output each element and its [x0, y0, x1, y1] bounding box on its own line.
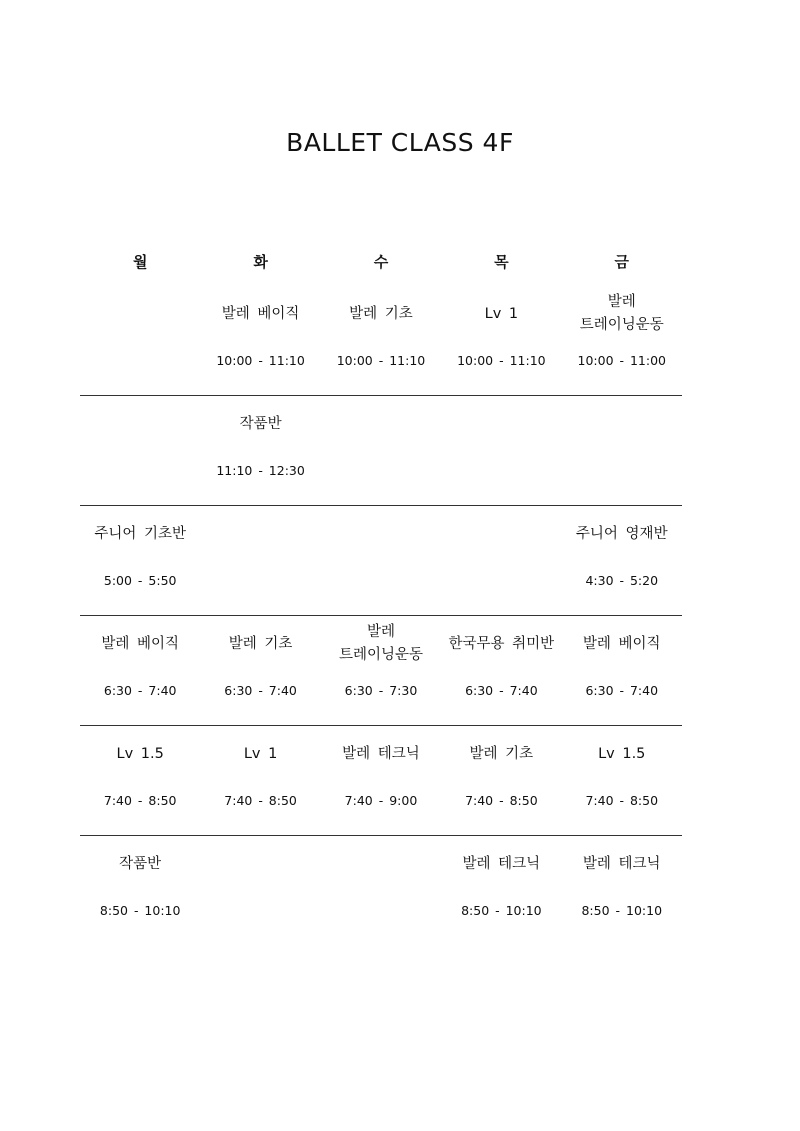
class-name: 발레 베이직 — [582, 635, 661, 652]
class-cell-tue — [200, 506, 320, 615]
class-cell-thu — [441, 726, 561, 835]
class-name: 주니어 영재반 — [575, 525, 668, 542]
class-cell-fri — [562, 836, 682, 946]
class-time — [200, 896, 320, 926]
class-time: 10:00 - 11:10 — [457, 353, 546, 368]
class-time: 10:00 - 11:10 — [216, 353, 305, 368]
class-cell-mon — [80, 616, 200, 725]
class-cell-fri — [562, 726, 682, 835]
class-name: 한국무용 취미반 — [448, 635, 555, 652]
class-name: 발레 테크닉 — [342, 745, 420, 762]
class-time — [321, 566, 441, 596]
class-name: 발레 트레이닝운동 — [579, 294, 664, 333]
class-time: 6:30 - 7:30 — [344, 683, 418, 698]
class-cell-thu — [441, 284, 561, 395]
class-name: 주니어 기초반 — [94, 525, 187, 542]
class-cell-tue — [200, 284, 320, 395]
day-header-tue: 화 — [253, 253, 268, 271]
class-time — [441, 456, 561, 486]
class-time — [80, 456, 200, 486]
class-name — [80, 286, 200, 342]
class-time: 7:40 - 9:00 — [344, 793, 418, 808]
class-time: 6:30 - 7:40 — [465, 683, 538, 698]
class-time: 7:40 - 8:50 — [224, 793, 297, 808]
class-cell-tue — [200, 836, 320, 946]
page-title: BALLET CLASS 4F — [286, 128, 514, 157]
class-name — [321, 396, 441, 452]
class-time: 8:50 - 10:10 — [99, 903, 181, 918]
class-name: 발레 테크닉 — [582, 855, 661, 872]
class-time: 6:30 - 7:40 — [224, 683, 297, 698]
class-name: 작품반 — [239, 415, 282, 432]
class-cell-fri — [562, 616, 682, 725]
class-time: 8:50 - 10:10 — [581, 903, 663, 918]
class-time: 10:00 - 11:10 — [336, 353, 426, 368]
class-cell-mon — [80, 726, 200, 835]
day-header-wed: 수 — [373, 253, 389, 271]
class-time: 7:40 - 8:50 — [585, 793, 659, 808]
schedule-row — [80, 616, 682, 726]
class-name: 발레 베이직 — [221, 305, 300, 322]
class-cell-thu — [441, 506, 561, 615]
schedule-row — [80, 726, 682, 836]
class-name — [562, 396, 682, 452]
class-cell-fri — [562, 506, 682, 615]
class-time: 4:30 - 5:20 — [585, 573, 659, 588]
class-name: Lv 1.5 — [598, 745, 646, 762]
class-time — [321, 896, 441, 926]
class-name: 발레 베이직 — [101, 635, 180, 652]
class-cell-thu — [441, 396, 561, 505]
schedule-table — [80, 240, 682, 946]
class-cell-wed — [321, 726, 441, 835]
class-name: 발레 기초 — [228, 635, 293, 652]
class-time: 11:10 - 12:30 — [216, 463, 305, 478]
class-cell-wed — [321, 284, 441, 395]
class-name: 발레 기초 — [349, 305, 413, 322]
class-name: Lv 1 — [243, 745, 278, 762]
class-name: 발레 트레이닝운동 — [338, 624, 423, 663]
class-cell-wed — [321, 506, 441, 615]
class-time: 8:50 - 10:10 — [461, 903, 542, 918]
class-name — [321, 506, 441, 562]
class-time: 10:00 - 11:00 — [577, 353, 667, 368]
class-cell-wed — [321, 396, 441, 505]
class-time — [321, 456, 441, 486]
schedule-row — [80, 506, 682, 616]
schedule-row — [80, 836, 682, 946]
class-time — [200, 566, 320, 596]
class-cell-thu — [441, 836, 561, 946]
schedule-rows — [80, 284, 682, 946]
class-name: 발레 테크닉 — [462, 855, 541, 872]
class-cell-mon — [80, 284, 200, 395]
class-time — [441, 566, 561, 596]
class-cell-tue — [200, 616, 320, 725]
day-header-fri: 금 — [614, 253, 629, 271]
day-header-thu: 목 — [494, 253, 509, 271]
class-time — [80, 346, 200, 376]
class-cell-wed — [321, 836, 441, 946]
class-cell-tue — [200, 396, 320, 505]
class-name — [80, 396, 200, 452]
class-cell-mon — [80, 836, 200, 946]
class-time — [562, 456, 682, 486]
class-time: 7:40 - 8:50 — [465, 793, 538, 808]
class-cell-fri — [562, 284, 682, 395]
class-name — [200, 836, 320, 892]
class-name: Lv 1 — [484, 305, 519, 322]
class-name: 발레 기초 — [469, 745, 534, 762]
class-name — [321, 836, 441, 892]
class-cell-fri — [562, 396, 682, 505]
schedule-row — [80, 284, 682, 396]
class-cell-thu — [441, 616, 561, 725]
class-cell-tue — [200, 726, 320, 835]
class-cell-mon — [80, 506, 200, 615]
class-name — [200, 506, 320, 562]
day-header-mon: 월 — [132, 253, 148, 271]
class-cell-mon — [80, 396, 200, 505]
day-header-row — [80, 240, 682, 284]
class-name — [441, 396, 561, 452]
class-name — [441, 506, 561, 562]
class-name: 작품반 — [119, 855, 162, 872]
class-cell-wed — [321, 616, 441, 725]
class-time: 6:30 - 7:40 — [585, 683, 659, 698]
class-time: 6:30 - 7:40 — [103, 683, 177, 698]
class-time: 7:40 - 8:50 — [103, 793, 177, 808]
class-time: 5:00 - 5:50 — [103, 573, 177, 588]
schedule-row — [80, 396, 682, 506]
class-name: Lv 1.5 — [116, 745, 164, 762]
